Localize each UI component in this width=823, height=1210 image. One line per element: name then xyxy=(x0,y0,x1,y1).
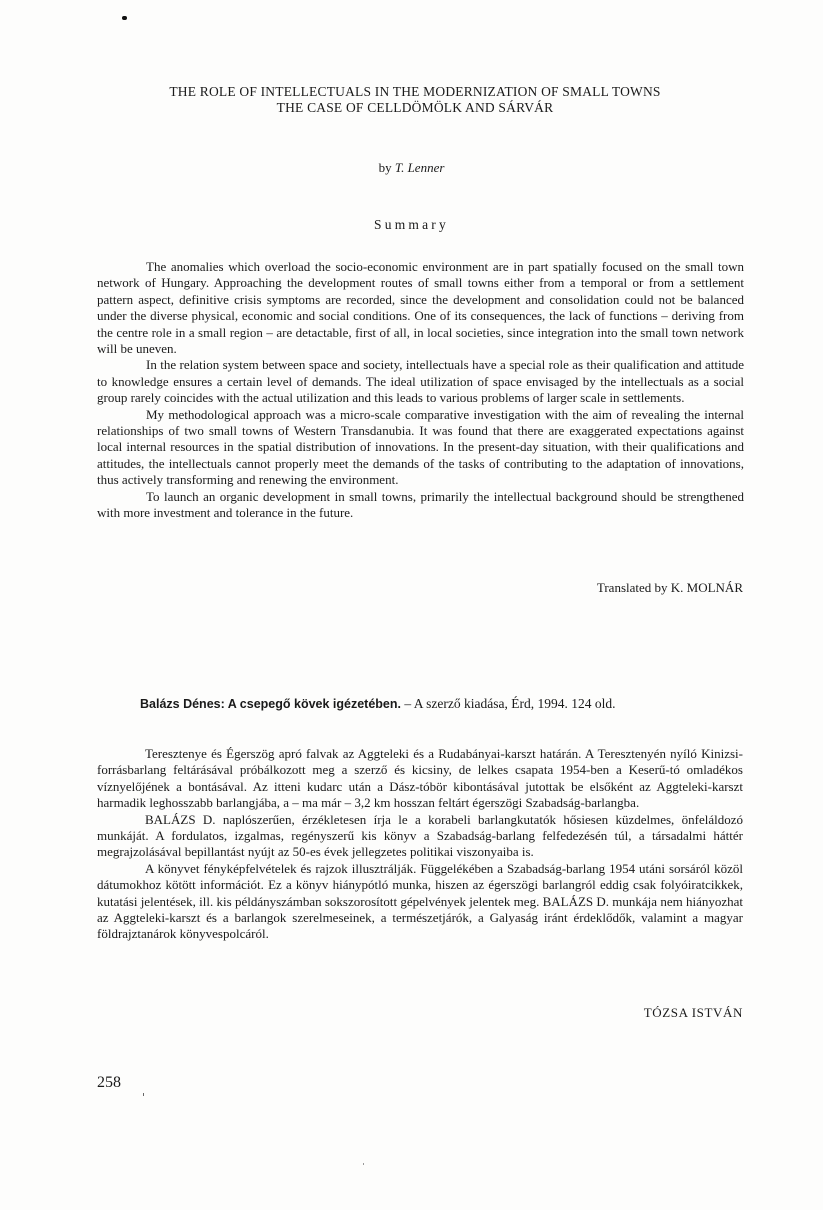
summary-paragraph: To launch an organic development in small towns, primarily the intellectual background should be strengthened with more investment and tolerance in the future. xyxy=(97,488,744,521)
byline-prefix: by xyxy=(378,160,392,175)
book-review-body xyxy=(97,746,743,943)
summary-paragraph: The anomalies which overload the socio-economic environment are in part spatially focused on the small town network of Hungary. Approaching the development routes of small towns either from a temporal or from a settlement pattern aspect, definitive crisis symptoms are recorded, since the development and consolidation could not be balanced under the diverse physical, economic and social conditions. One of its consequences, the lack of functions – deriving from the centre role in a small region – are detactable, first of all, in local societies, since integration into the small town network will be uneven. xyxy=(97,259,744,357)
page-number: 258 xyxy=(97,1074,121,1091)
author-name: T. Lenner xyxy=(394,160,445,175)
summary-paragraph: In the relation system between space and society, intellectuals have a special role as their qualification and attitude to knowledge ensures a certain level of demands. The ideal utilization of space envisaged by the intellectuals as a social group rarely coincides with the actual utilization and this leads to various problems of larger scale in settlements. xyxy=(97,357,744,406)
summary-paragraph: My methodological approach was a micro-scale comparative investigation with the aim of revealing the internal relationships of two small towns of Western Transdanubia. It was found that there are exaggerated expectations against local internal resources in the spatial distribution of innovations. In the present-day situation, with their qualifications and attitudes, the intellectuals cannot properly meet the demands of the tasks of contributing to the adaptation of innovations, thus actively transforming and renewing the environment. xyxy=(97,406,744,488)
book-title: Balázs Dénes: A csepegő kövek igézetében. xyxy=(140,697,401,711)
book-review-heading xyxy=(140,696,615,712)
article-title xyxy=(95,84,735,116)
title-line-2: THE CASE OF CELLDÖMÖLK AND SÁRVÁR xyxy=(276,100,554,115)
ink-speck xyxy=(363,1163,364,1165)
summary-body xyxy=(97,259,744,522)
byline xyxy=(0,160,823,176)
summary-heading: Summary xyxy=(374,217,449,232)
review-paragraph: A könyvet fényképfelvételek és rajzok illusztrálják. Függelékében a Szabadság-barlang 1954 utáni sorsáról közöl dátumokhoz kötött információt. Ez a könyv hiánypótló munka, hiszen az égerszögi barlangról eddig csak folyóiratcikkek, kutatási jelentések, ill. kis példányszámban sokszorosított gépelvények jelentek meg. BALÁZS D. munkája nem hiányozhat az Aggteleki-karszt és a barlangok szerelmeseinek, a természetjárók, a Galyaság iránt érdeklődők, valamint a magyar földrajztanárok könyvespolcáról. xyxy=(97,860,743,942)
reviewer-name: TÓZSA ISTVÁN xyxy=(643,1005,743,1020)
ink-speck xyxy=(143,1093,144,1096)
translator-credit: Translated by K. MOLNÁR xyxy=(596,580,743,595)
review-paragraph: BALÁZS D. naplószerűen, érzékletesen írja le a korabeli barlangkutatók hősiesen küzdelmes, önfeláldozó munkáját. A fordulatos, izgalmas, regényszerű kis könyv a Szabadság-barlang felfedezésén túl, a társadalmi háttér megrajzolásával bepillantást nyújt az 50-es évek jellegzetes politikai viszonyaiba is. xyxy=(97,811,743,860)
title-line-1: THE ROLE OF INTELLECTUALS IN THE MODERNIZATION OF SMALL TOWNS xyxy=(169,84,661,99)
book-publication: – A szerző kiadása, Érd, 1994. 124 old. xyxy=(400,696,616,711)
ink-speck xyxy=(122,16,127,20)
review-paragraph: Teresztenye és Égerszög apró falvak az Aggteleki és a Rudabányai-karszt határán. A Teresztenyén nyíló Kinizsi-forrásbarlang feltárásával próbálkozott meg a szerző és kicsiny, de lelkes csapata 1954-ben a Keserű-tó omladékos víznyelőjének a bontásával. Az itteni kudarc után a Dász-tóbör kibontásával jutottak be elsőként az Aggteleki-karszt harmadik leghosszabb barlangjába, a – ma már – 3,2 km hosszan feltárt égerszögi Szabadság-barlangba. xyxy=(97,746,743,811)
